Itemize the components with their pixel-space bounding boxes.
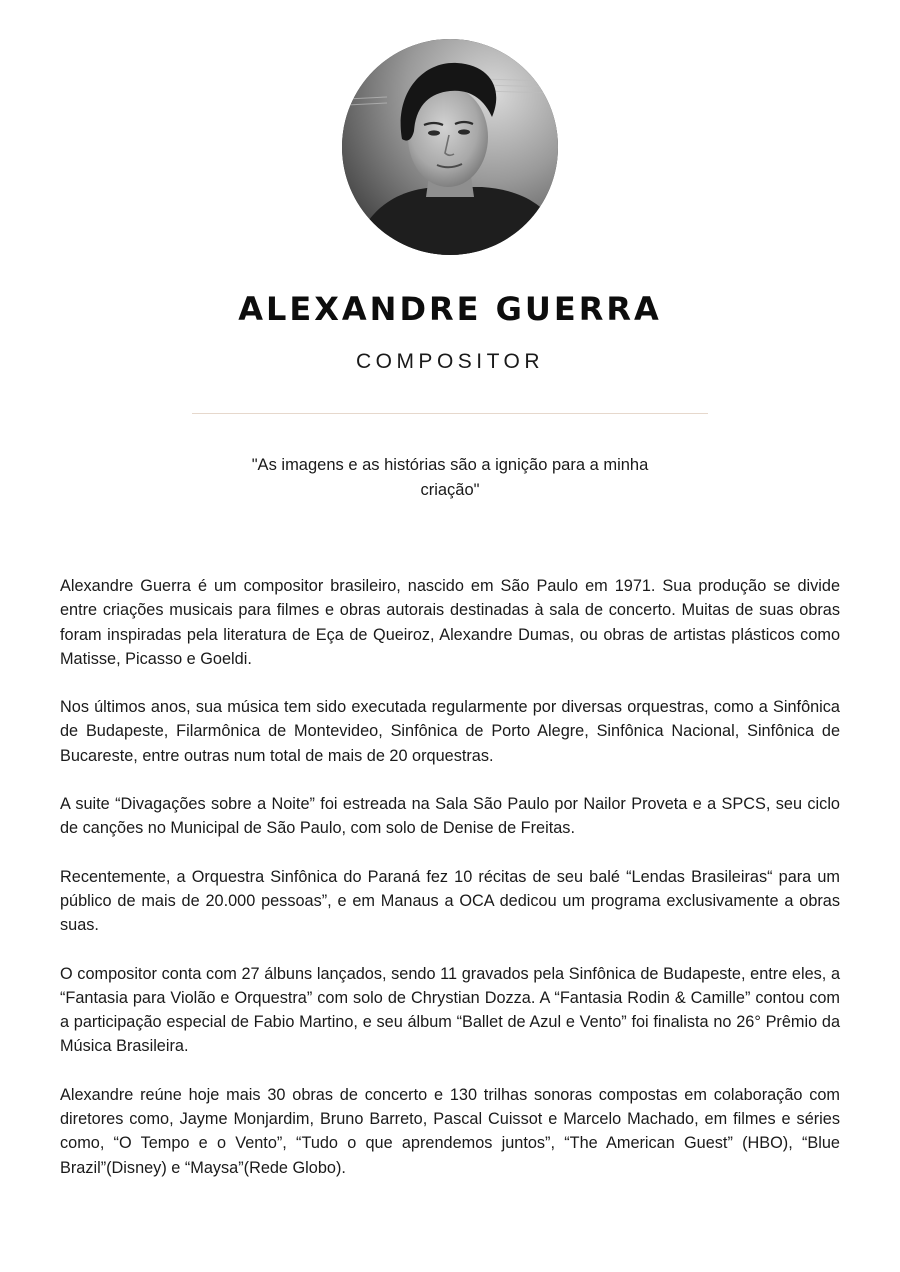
bio-paragraph: O compositor conta com 27 álbuns lançados, sendo 11 gravados pela Sinfônica de Budapeste, entre eles, a “Fantasia para Violão e Orquestra” com solo de Chrystian Dozza. A “Fantasia Rodin & Camille” contou com a participação especial de Fabio Martino, e seu álbum “Ballet de Azul e Vento” foi finalista no 26° Prêmio da Música Brasileira. bbox=[60, 964, 840, 1056]
composer-role: COMPOSITOR bbox=[355, 350, 545, 373]
portrait-photo bbox=[342, 39, 558, 255]
section-divider bbox=[192, 413, 708, 414]
biography bbox=[60, 574, 840, 1204]
bio-paragraph: Alexandre reúne hoje mais 30 obras de concerto e 130 trilhas sonoras compostas em colaboração com diretores como, Jayme Monjardim, Bruno Barreto, Pascal Cuissot e Marcelo Machado, em filmes e séries como, “O Tempo e o Vento”, “Tudo o que aprendemos juntos”, “The American Guest” (HBO), “Blue Brazil”(Disney) e “Maysa”(Rede Globo). bbox=[60, 1085, 840, 1177]
bio-paragraph: A suite “Divagações sobre a Noite” foi estreada na Sala São Paulo por Nailor Proveta e a SPCS, seu ciclo de canções no Municipal de São Paulo, com solo de Denise de Freitas. bbox=[60, 795, 840, 838]
bio-paragraph: Nos últimos anos, sua música tem sido executada regularmente por diversas orquestras, como a Sinfônica de Budapeste, Filarmônica de Montevideo, Sinfônica de Porto Alegre, Sinfônica Nacional, Sinfônica de Bucareste, entre outras num total de mais de 20 orquestras. bbox=[60, 698, 840, 765]
bio-paragraph: Recentemente, a Orquestra Sinfônica do Paraná fez 10 récitas de seu balé “Lendas Brasileiras“ para um público de mais de 20.000 pessoas”, e em Manaus a OCA dedicou um programa exclusivamente a obras suas. bbox=[60, 867, 840, 935]
composer-quote: "As imagens e as histórias são a ignição para a minha criação" bbox=[251, 456, 649, 499]
bio-paragraph: Alexandre Guerra é um compositor brasileiro, nascido em São Paulo em 1971. Sua produção se divide entre criações musicais para filmes e obras autorais destinadas à sala de concerto. Muitas de suas obras foram inspiradas pela literatura de Eça de Queiroz, Alexandre Dumas, ou obras de artistas plásticos como Matisse, Picasso e Goeldi. bbox=[60, 577, 840, 668]
portrait-image bbox=[342, 39, 558, 255]
composer-name: ALEXANDRE GUERRA bbox=[238, 290, 662, 328]
